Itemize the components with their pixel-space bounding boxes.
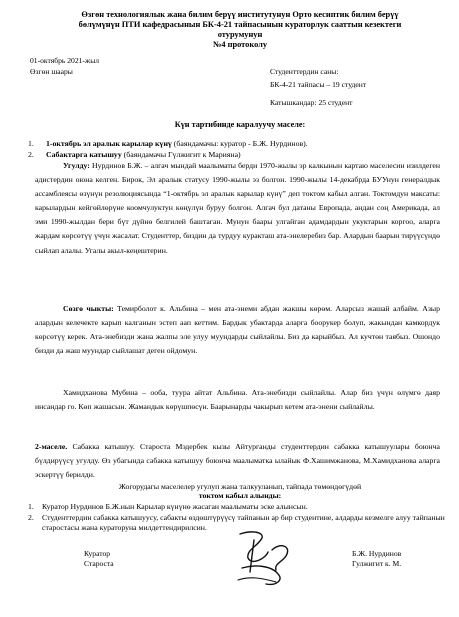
- signature-right: Б.Ж. Нурдинов Гулжигит к. М.: [352, 549, 402, 568]
- agenda-title: Күн тартибинде каралуучу маселе:: [174, 120, 306, 129]
- agenda-item: 1. 1-октябрь эл аралык карылар күнү (баяндамачы: куратор - Б.Ж. Нурдинов).: [28, 139, 308, 148]
- agenda-item: 2. Сабактарга катышуу (баяндамачы Гүлжигит к Марияна): [28, 149, 241, 159]
- signature-left: Куратор Староста: [84, 549, 114, 568]
- students-label: Студенттердин саны:: [270, 67, 339, 76]
- meeting-city: Өзгөн шаары: [30, 67, 73, 76]
- agenda-list: [28, 139, 448, 160]
- header-line-4: №4 протоколу: [212, 40, 268, 49]
- decision-intro: Жогорудагы маселелер угулуп жана талкууланып, тайпада төмөндөгүдөй токтом кабыл алынды:: [118, 482, 362, 500]
- document-header: [30, 10, 450, 50]
- paragraph-heard: Угулду: Нурдинов Б.Ж. – алгач мындай маалыматы берди 1970-жылы эр калкынын картаю маселесин изилдеген адистердин оюна келген. Бирок, Эл аралык статусу 1990-жылы эз болгон. 1990-жылы 14-декабрда БУУнун генералдык ассамблеясы өзүнүн резолюциясында “1-октябрь эл аралык карылар күнү” деп токтом кабыл алган. Токтомдун максаты: карылардын кейгөйлөрүне коомчулуктун көңүлүн буруу болгон. Алгач бул датаны Европада, андан соң Америкада, ал эми 1990-жылдан бери бүт дүйнө белгилей баштаган. Мунун баары улгайган адамдардын укуктарын коргоо, аларга жардам көрсөтүү үчүн жасалат. Студенттер, биздин да турдуу куракташ ата-энелеребиз бар. Алардын баарын тирүүсүндө сыйлап алалы. Угалы акыл-кеңештерин.: [35, 161, 440, 255]
- paragraph-hamidkhanova: Хамидханова Мубина – ооба, туура айтат Альбина. Ата-энебизди сыйлайлы. Алар биз үчүн өлүмгө даяр инсандар го. Көп жашасын. Жамандык көрүшпөсүн. Баарынарды чакырып кетем ата-энени сыйлайлы.: [35, 388, 440, 412]
- paragraph-spoke: Сөзгө чыкты: Темирболот к. Альбина – мен ата-энеми абдан жакшы көрөм. Аларсыз жашай албайм. Азыр алардын келечекте карып калганын эстеп аап кеттим. Бардык убактарда аларга боорукер болуп, жакындан камкордук көрсөтүү керек. Ата-энебизди жана жалпы эле улуу муундарды сыйлайлы. Биз да карыйбыз. Ал кучтөн таябыз. Ошондо бизди да жаш муундар сыйлашат деген ойдомун.: [35, 304, 440, 356]
- decision-item: 1. Куратор Нурдинов Б.Ж.нын Карылар күнүнө жасаган маалыматы эске алынсын.: [28, 502, 308, 511]
- attended-count: Катышкандар: 25 студент: [270, 98, 353, 107]
- decision-item: 2. Студенттердин сабакка катышуусу, сабакты өздөштүрүүсү тайпанын ар бир студентине, алдарды кезмелге алуу тайпанын старостасы жана кураторуна милдеттендирилсин.: [28, 512, 445, 532]
- header-line-2: бөлүмүнүн ПТИ кафедрасынын БК-4-21 тайпасынын кураторлук сааттын кезектеги: [78, 20, 402, 29]
- students-value: БК-4-21 тайпасы – 19 студент: [270, 80, 367, 89]
- header-line-3: отурумунун: [217, 30, 263, 39]
- paragraph-second-issue: 2-маселе. Сабакка катышуу. Староста Мэдербек кызы Айтурганды студенттердин сабакка катышуулары боюнча бүлдирүүсү угулду. Өз убагында сабакка катышуу боюнча маалыматка ылайык Ф.Хашимжанова, М.Хамидханова аларга эскертүү берилди.: [35, 442, 440, 480]
- meeting-date: 01-октябрь 2021-жыл: [30, 56, 100, 65]
- handwritten-signature: [232, 528, 302, 590]
- header-line-1: Өзгөн технологиялык жана билим берүү институтунун Орто кесиптик билим берүү: [81, 10, 399, 19]
